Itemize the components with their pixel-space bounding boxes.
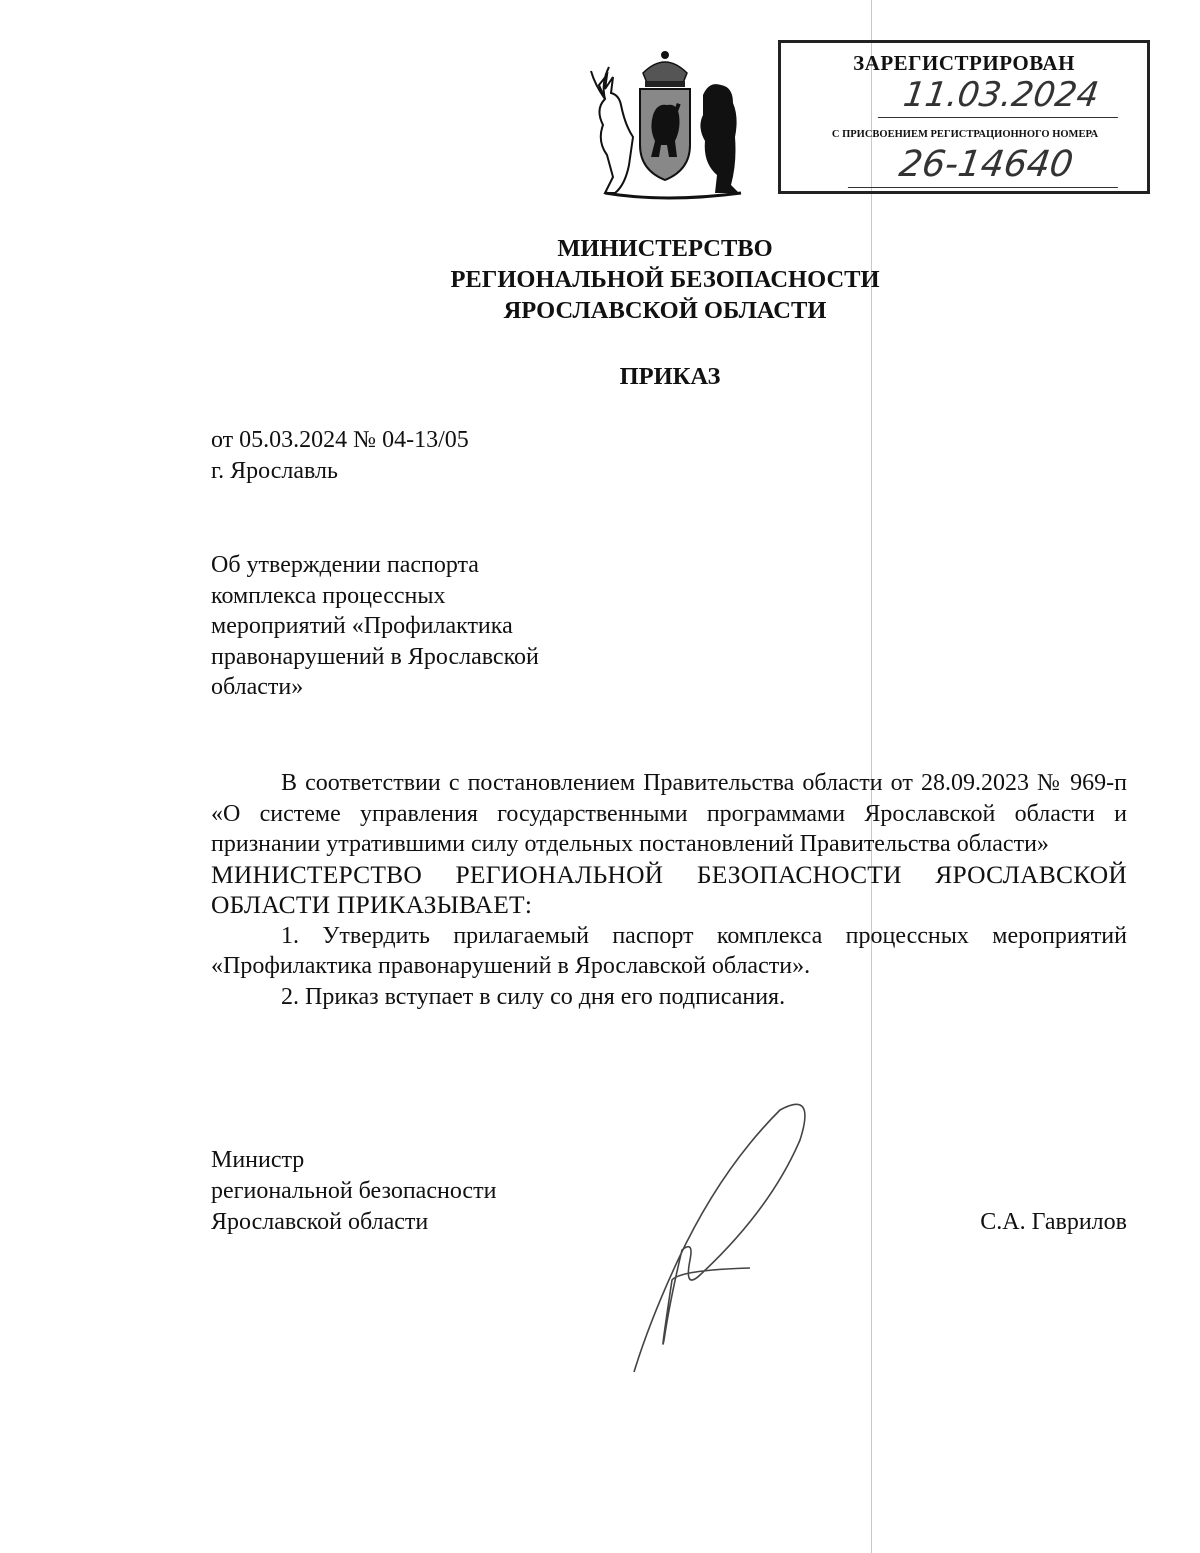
subject-line: Об утверждении паспорта (211, 552, 479, 578)
ministry-heading-line: РЕГИОНАЛЬНОЙ БЕЗОПАСНОСТИ (450, 266, 880, 293)
order-item-1: 1. Утвердить прилагаемый паспорт комплекса процессных мероприятий «Профилактика правонарушений в Ярославской области». (211, 922, 1127, 979)
position-line: региональной безопасности (211, 1178, 497, 1204)
document-city: г. Ярославль (211, 458, 338, 484)
subject-line: комплекса процессных (211, 582, 446, 609)
ministry-heading-line: ЯРОСЛАВСКОЙ ОБЛАСТИ (503, 297, 827, 324)
coat-of-arms-icon (585, 45, 745, 200)
subject-line: мероприятий «Профилактика (211, 613, 513, 639)
stamp-registration-number: 26-14640 (848, 143, 1124, 188)
document-type: ПРИКАЗ (619, 363, 721, 390)
signatory-name: С.А. Гаврилов (980, 1209, 1127, 1235)
document-subject (211, 550, 611, 703)
subject-line: правонарушений в Ярославской (211, 643, 539, 670)
signatory-position (211, 1145, 496, 1238)
preamble-paragraph: В соответствии с постановлением Правительства области от 28.09.2023 № 969-п «О системе управления государственными программами Ярославской области и признании утратившими силу отдельных постановлений Правительства области» (211, 770, 1127, 857)
document-date-number: от 05.03.2024 № 04-13/05 (211, 427, 469, 453)
handwritten-signature (620, 1100, 820, 1380)
document-meta (211, 425, 469, 487)
ministry-heading (360, 233, 970, 326)
document-body (211, 768, 1127, 1012)
position-line: Ярославской области (211, 1209, 429, 1235)
position-line: Министр (211, 1147, 305, 1173)
stamp-title: ЗАРЕГИСТРИРОВАН (853, 51, 1075, 75)
order-item-2: 2. Приказ вступает в силу со дня его подписания. (281, 983, 786, 1010)
stamp-subtitle: С ПРИСВОЕНИЕМ РЕГИСТРАЦИОННОГО НОМЕРА (831, 129, 1099, 140)
order-phrase: МИНИСТЕРСТВО РЕГИОНАЛЬНОЙ БЕЗОПАСНОСТИ ЯРОСЛАВСКОЙ ОБЛАСТИ ПРИКАЗЫВАЕТ: (211, 859, 1127, 919)
subject-line: области» (211, 674, 304, 700)
ministry-heading-line: МИНИСТЕРСТВО (557, 235, 773, 262)
stamp-date: 11.03.2024 (878, 73, 1124, 118)
registration-stamp (778, 40, 1150, 194)
